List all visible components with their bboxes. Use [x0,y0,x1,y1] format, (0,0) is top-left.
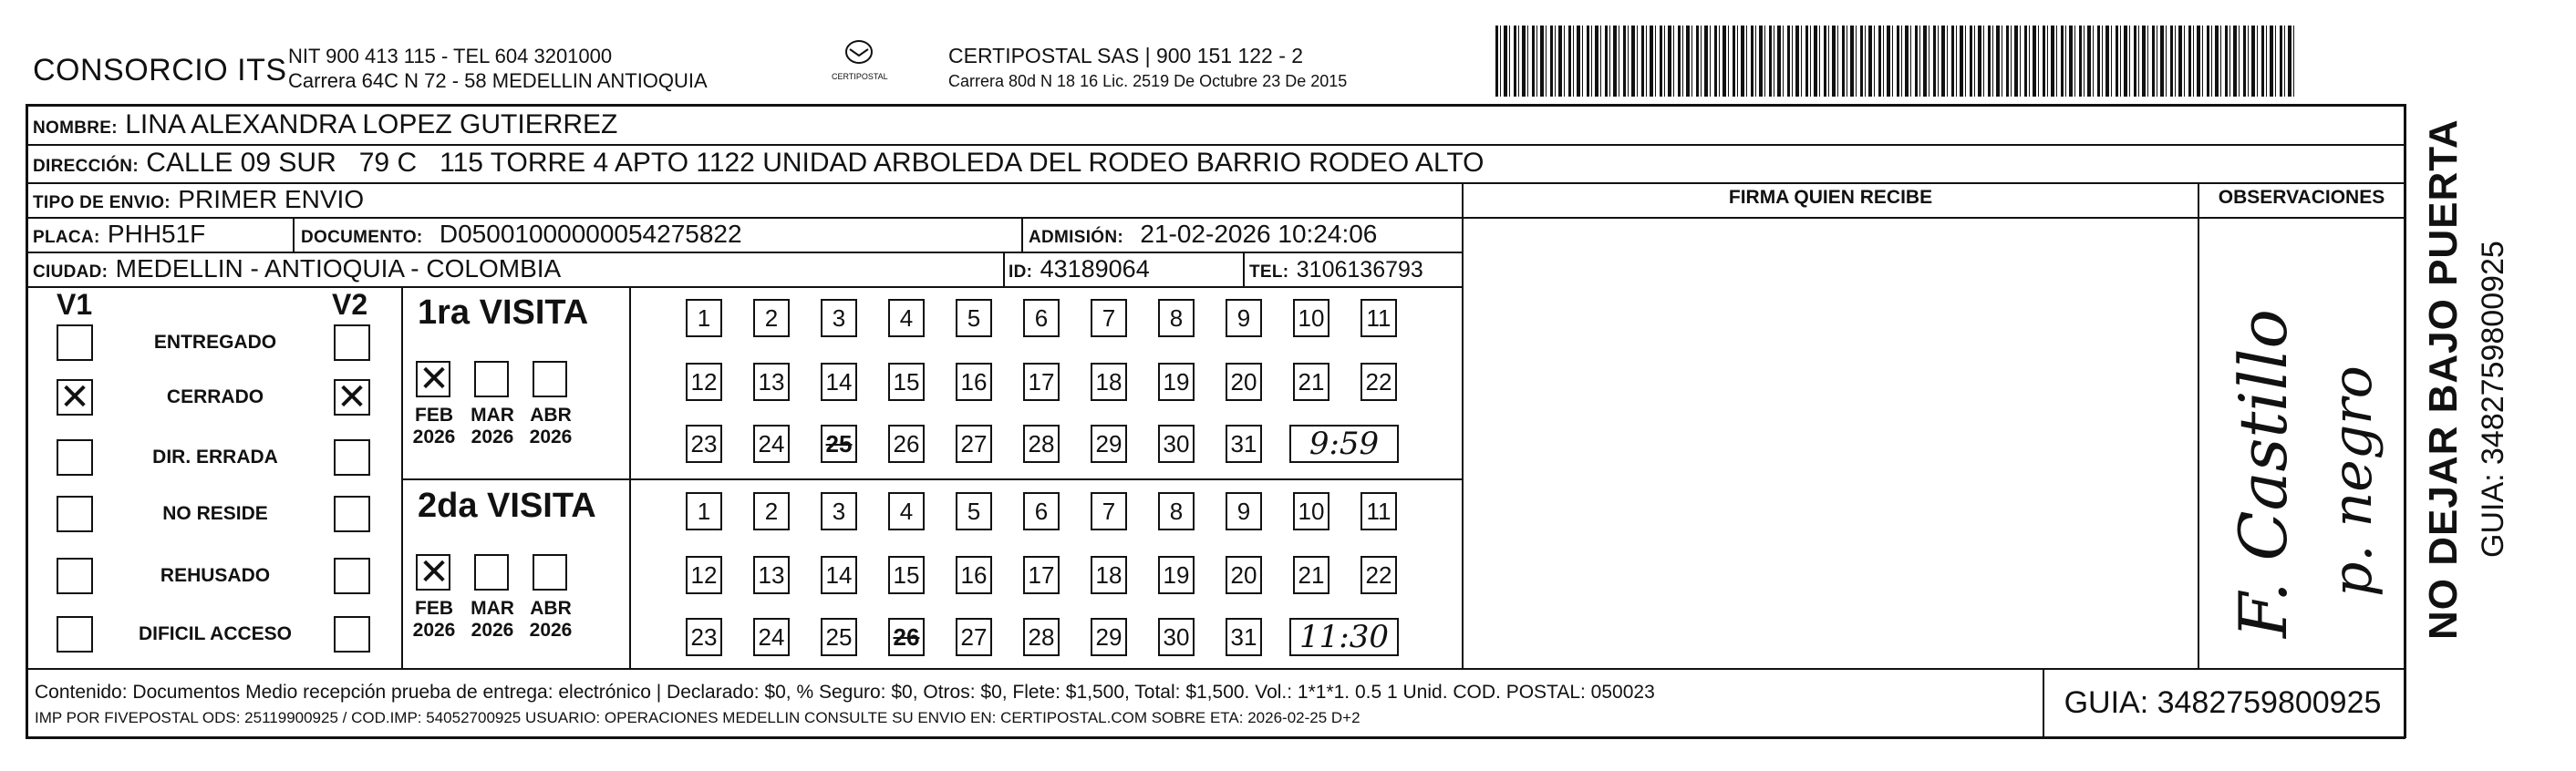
day-box[interactable]: 27 [956,618,992,656]
placa-label: PLACA: [33,228,100,247]
direccion-value: CALLE 09 SUR 79 C 115 TORRE 4 APTO 1122 UNIDAD ARBOLEDA DEL RODEO BARRIO RODEO ALTO [146,148,1485,178]
day-box[interactable]: 29 [1091,618,1127,656]
admision-label: ADMISIÓN: [1029,228,1124,247]
v2-checkbox[interactable] [334,496,370,532]
tipo-field [33,184,364,215]
day-box[interactable]: 7 [1091,492,1127,530]
day-box[interactable]: 16 [956,363,992,401]
day-box[interactable]: 23 [686,425,722,463]
visit-title: 1ra VISITA [418,293,589,332]
day-box[interactable]: 6 [1023,492,1060,530]
col-firma-left [1462,182,1464,668]
tipo-label: TIPO DE ENVIO: [33,193,171,212]
col-visits [401,286,403,668]
direccion-label: DIRECCIÓN: [33,157,139,176]
v1-checkbox[interactable] [57,376,93,418]
ciudad-label: CIUDAD: [33,262,109,282]
row-line [26,144,2404,146]
certipostal-info [948,44,1347,91]
id-value: 43189064 [1040,255,1150,283]
v2-checkbox[interactable] [334,439,370,476]
tel-field [1249,253,1423,284]
visit-title: 2da VISITA [418,487,596,525]
status-option-label: NO RESIDE [162,503,268,524]
day-box[interactable]: 12 [686,363,722,401]
day-box[interactable]: 1 [686,492,722,530]
month-checkbox[interactable] [474,361,509,397]
status-option-label: DIFICIL ACCESO [138,623,292,644]
nit-line: NIT 900 413 115 - TEL 604 3201000 [288,45,613,67]
day-box[interactable]: 21 [1293,556,1329,594]
v2-label: V2 [332,288,368,321]
col-days [629,286,631,668]
month-checkbox[interactable] [416,551,450,593]
month-checkbox[interactable] [416,358,450,400]
row-line [26,182,2404,184]
check-mark-icon: ✕ [59,376,90,418]
day-box[interactable]: 22 [1360,556,1397,594]
day-box[interactable]: 28 [1023,618,1060,656]
day-box[interactable]: 27 [956,425,992,463]
tel-label: TEL: [1249,262,1289,282]
day-box[interactable]: 30 [1158,425,1195,463]
day-box[interactable]: 2 [753,492,790,530]
day-box[interactable]: 18 [1091,556,1127,594]
day-box[interactable]: 13 [753,556,790,594]
day-box[interactable]: 5 [956,299,992,337]
month-checkbox[interactable] [474,554,509,591]
day-box[interactable]: 13 [753,363,790,401]
frame-left [26,104,28,738]
day-box[interactable]: 20 [1226,556,1262,594]
v2-checkbox[interactable] [334,616,370,653]
documento-field [301,219,742,250]
barcode [1495,26,2298,97]
day-box[interactable]: 10 [1293,299,1329,337]
status-option-label: CERRADO [166,386,264,407]
day-box[interactable]: 23 [686,618,722,656]
day-box[interactable]: 18 [1091,363,1127,401]
admision-value: 21-02-2026 10:24:06 [1140,220,1378,248]
frame-top [26,104,2405,107]
day-box[interactable]: 26 [888,618,925,656]
month-checkbox[interactable] [533,361,567,397]
day-box[interactable]: 20 [1226,363,1262,401]
day-box[interactable]: 6 [1023,299,1060,337]
day-box[interactable]: 30 [1158,618,1195,656]
documento-value: D05001000000054275822 [439,220,742,248]
day-box[interactable]: 12 [686,556,722,594]
observacion-handwriting-1: F. Castillo [2225,309,2302,638]
check-mark-icon: ✕ [336,376,367,418]
month-label: ABR 2026 [529,405,573,447]
col-id [1003,252,1005,286]
day-box[interactable]: 15 [888,556,925,594]
day-box[interactable]: 10 [1293,492,1329,530]
v2-checkbox[interactable] [334,324,370,361]
month-checkbox[interactable] [533,554,567,591]
row-line [26,286,1462,288]
v2-checkbox[interactable] [334,558,370,594]
observacion-handwriting-2: p. negro [2321,365,2385,597]
day-box[interactable]: 4 [888,299,925,337]
firma-header: FIRMA QUIEN RECIBE [1728,187,1933,208]
check-mark-icon: ✕ [419,551,450,593]
envelope-icon [841,38,877,69]
v1-checkbox[interactable] [57,439,93,476]
day-box[interactable]: 28 [1023,425,1060,463]
nombre-value: LINA ALEXANDRA LOPEZ GUTIERREZ [125,109,618,139]
visit-divider [401,478,1462,480]
day-box[interactable]: 1 [686,299,722,337]
v1-label: V1 [57,288,93,321]
day-box[interactable]: 8 [1158,299,1195,337]
ciudad-field [33,253,561,284]
day-box[interactable]: 14 [821,556,857,594]
day-box[interactable]: 11 [1360,299,1397,337]
certipostal-address: Carrera 80d N 18 16 Lic. 2519 De Octubre 23 De 2015 [948,72,1348,90]
company-name: CONSORCIO ITS [33,53,287,87]
month-label: MAR 2026 [471,405,514,447]
footer-print-info: IMP POR FIVEPOSTAL ODS: 25119900925 / COD.IMP: 54052700925 USUARIO: OPERACIONES MEDELLIN CONSULTE SU ENVIO EN: CERTIPOSTAL.COM SOBRE ETA: 2026-02-25 D+2 [35,709,1360,726]
day-box[interactable]: 21 [1293,363,1329,401]
col-placa [293,217,295,252]
check-mark-icon: ✕ [419,358,450,400]
status-option-label: REHUSADO [160,565,271,586]
placa-field [33,219,205,250]
day-box[interactable]: 17 [1023,556,1060,594]
day-box[interactable]: 16 [956,556,992,594]
ciudad-value: MEDELLIN - ANTIOQUIA - COLOMBIA [115,254,562,283]
observaciones-header: OBSERVACIONES [2218,187,2385,208]
day-box[interactable]: 11 [1360,492,1397,530]
visit-time: 11:30 [1289,618,1399,656]
status-option-label: DIR. ERRADA [152,447,278,468]
day-box[interactable]: 17 [1023,363,1060,401]
frame-right [2404,104,2406,738]
side-notice: NO DEJAR BAJO PUERTA [2421,118,2466,640]
day-box[interactable]: 3 [821,299,857,337]
tipo-value: PRIMER ENVIO [178,185,365,213]
day-box[interactable]: 4 [888,492,925,530]
company-nit [288,44,708,93]
placa-value: PHH51F [107,220,206,248]
v1-checkbox[interactable] [57,558,93,594]
col-obs-left [2198,182,2199,668]
col-tel [1243,252,1245,286]
nombre-label: NOMBRE: [33,118,118,138]
day-box[interactable]: 9 [1226,492,1262,530]
day-box[interactable]: 5 [956,492,992,530]
tel-value: 3106136793 [1296,257,1423,283]
v1-checkbox[interactable] [57,496,93,532]
month-label: MAR 2026 [471,598,514,641]
day-box[interactable]: 31 [1226,618,1262,656]
day-box[interactable]: 26 [888,425,925,463]
month-label: FEB 2026 [412,405,456,447]
day-box[interactable]: 24 [753,425,790,463]
day-box[interactable]: 14 [821,363,857,401]
day-box[interactable]: 24 [753,618,790,656]
day-box[interactable]: 25 [821,618,857,656]
col-admision [1021,217,1023,252]
certipostal-line: CERTIPOSTAL SAS | 900 151 122 - 2 [948,44,1304,67]
status-option-label: ENTREGADO [153,332,277,353]
day-box[interactable]: 25 [821,425,857,463]
day-box[interactable]: 15 [888,363,925,401]
day-box[interactable]: 8 [1158,492,1195,530]
day-box[interactable]: 31 [1226,425,1262,463]
day-box[interactable]: 7 [1091,299,1127,337]
logo-text: CERTIPOSTAL [832,72,888,81]
visit-time: 9:59 [1289,425,1399,463]
frame-bottom [26,736,2405,739]
day-box[interactable]: 3 [821,492,857,530]
day-box[interactable]: 29 [1091,425,1127,463]
address-line: Carrera 64C N 72 - 58 MEDELLIN ANTIOQUIA [288,69,708,92]
month-label: ABR 2026 [529,598,573,641]
day-box[interactable]: 9 [1226,299,1262,337]
certipostal-logo [832,38,886,81]
v2-checkbox[interactable] [334,376,370,418]
id-label: ID: [1009,262,1033,282]
guia-number: GUIA: 3482759800925 [2064,685,2382,720]
footer-content: Contenido: Documentos Medio recepción prueba de entrega: electrónico | Declarado: $0, % Seguro: $0, Otros: $0, Flete: $1,500, Total: $1,500. Vol.: 1*1*1. 0.5 1 Unid. COD. POSTAL: 050023 [35,682,1655,703]
day-box[interactable]: 19 [1158,556,1195,594]
direccion-field [33,148,1485,179]
nombre-field [33,109,617,140]
side-guia: GUIA: 3482759800925 [2476,241,2510,558]
id-field [1009,253,1150,284]
v1-checkbox[interactable] [57,324,93,361]
documento-label: DOCUMENTO: [301,228,423,247]
day-box[interactable]: 2 [753,299,790,337]
day-box[interactable]: 22 [1360,363,1397,401]
month-label: FEB 2026 [412,598,456,641]
v1-checkbox[interactable] [57,616,93,653]
admision-field [1029,219,1377,250]
day-box[interactable]: 19 [1158,363,1195,401]
